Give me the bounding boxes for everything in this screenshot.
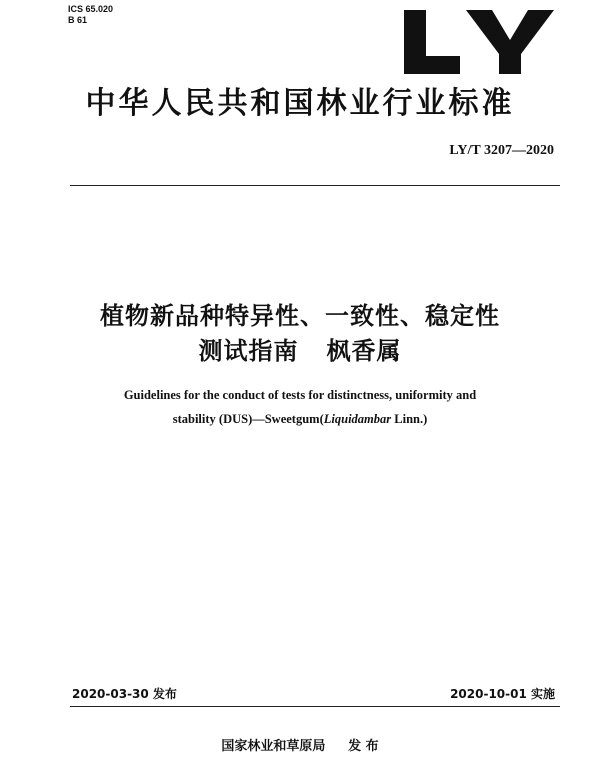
title-zh-line2: [0, 334, 600, 368]
title-zh-line2-part2: 枫香属: [326, 337, 402, 365]
title-zh-line2-part1: 测试指南: [198, 337, 299, 365]
title-en-line1: Guidelines for the conduct of tests for distinctness, uniformity and: [123, 388, 477, 402]
issuer-name: 国家林业和草原局: [221, 739, 326, 754]
standard-category-title: 中华人民共和国林业行业标准: [85, 86, 515, 121]
ics-code: ICS 65.020: [68, 4, 114, 14]
top-divider: [70, 185, 560, 186]
publish-date: 2020-03-30 发布: [72, 687, 177, 701]
title-en-line2-suffix: Linn.): [391, 412, 428, 426]
implement-date: 2020-10-01 实施: [450, 687, 555, 701]
title-en-line2: [0, 410, 600, 428]
classification-code: B 61: [68, 15, 88, 25]
title-en-line2-italic: Liquidambar: [323, 412, 392, 426]
title-zh-line1: 植物新品种特异性、一致性、稳定性: [100, 302, 500, 330]
issuer-line: [0, 735, 600, 754]
title-en-line2-prefix: stability (DUS)—Sweetgum(: [172, 412, 324, 426]
ly-logo: [400, 6, 560, 78]
bottom-divider: [70, 706, 560, 707]
issuer-action: 发 布: [348, 739, 379, 754]
standard-number: LY/T 3207—2020: [449, 143, 554, 158]
